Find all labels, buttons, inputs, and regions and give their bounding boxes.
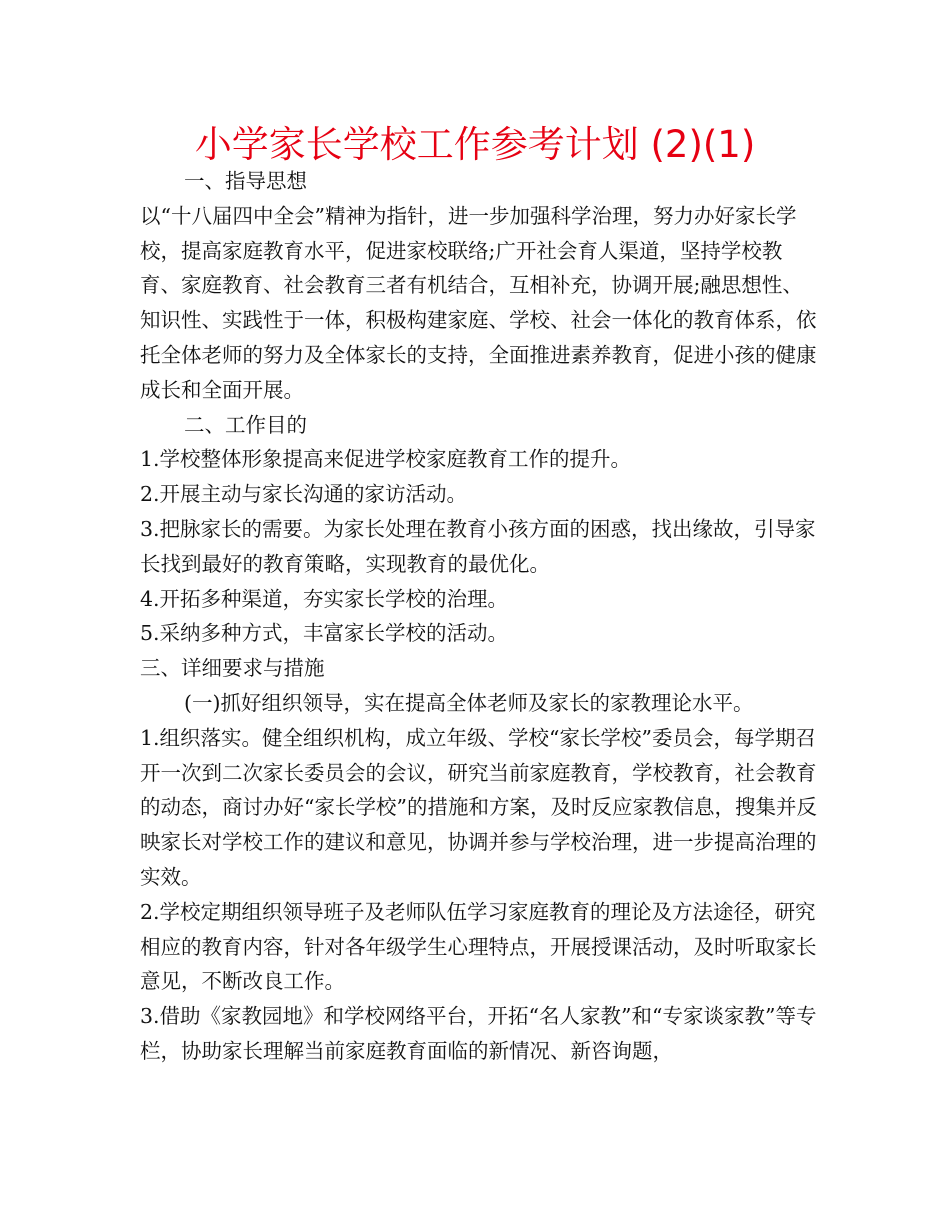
section-heading-requirements: 三、详细要求与措施: [140, 656, 325, 681]
document-body: [140, 164, 820, 1069]
subsection-heading-organization: (一)抓好组织领导，实在提高全体老师及家长的家教理论水平。: [184, 690, 754, 715]
paragraph-guiding-thought: 以“十八届四中全会”精神为指针，进一步加强科学治理，努力办好家长学校，提高家庭教育水平，促进家校联络;广开社会育人渠道，坚持学校教育、家庭教育、社会教育三者有机结合，互相补充，协调开展;融思想性、知识性、实践性于一体，积极构建家庭、学校、社会一体化的教育体系，依托全体老师的努力及全体家长的支持，全面推进素养教育，促进小孩的健康成长和全面开展。: [140, 203, 817, 402]
list-item-measure-3: 3.借助《家教园地》和学校网络平台，开拓“名人家教”和“专家谈家教”等专栏，协助家长理解当前家庭教育面临的新情况、新咨询题，: [140, 1004, 817, 1063]
list-item-goal-3: 3.把脉家长的需要。为家长处理在教育小孩方面的困惑，找出缘故，引导家长找到最好的教育策略，实现教育的最优化。: [140, 516, 816, 576]
list-item-goal-5: 5.采纳多种方式，丰富家长学校的活动。: [140, 621, 509, 646]
section-heading-work-goals: 二、工作目的: [184, 412, 307, 437]
list-item-measure-2: 2.学校定期组织领导班子及老师队伍学习家庭教育的理论及方法途径，研究相应的教育内容，针对各年级学生心理特点，开展授课活动，及时听取家长意见，不断改良工作。: [140, 899, 817, 994]
document-title: 小学家长学校工作参考计划 (2)(1): [194, 123, 756, 166]
section-heading-guiding-thought: 一、指导思想: [184, 169, 307, 193]
list-item-goal-1: 1.学校整体形象提高来促进学校家庭教育工作的提升。: [140, 447, 632, 472]
list-item-goal-2: 2.开展主动与家长沟通的家访活动。: [140, 482, 468, 507]
list-item-measure-1: 1.组织落实。健全组织机构，成立年级、学校“家长学校”委员会，每学期召开一次到二次家长委员会的会议，研究当前家庭教育，学校教育，社会教育的动态，商讨办好“家长学校”的措施和方案，及时反应家教信息，搜集并反映家长对学校工作的建议和意见，协调并参与学校治理，进一步提高治理的实效。: [140, 725, 817, 889]
list-item-goal-4: 4.开拓多种渠道，夯实家长学校的治理。: [140, 586, 509, 611]
